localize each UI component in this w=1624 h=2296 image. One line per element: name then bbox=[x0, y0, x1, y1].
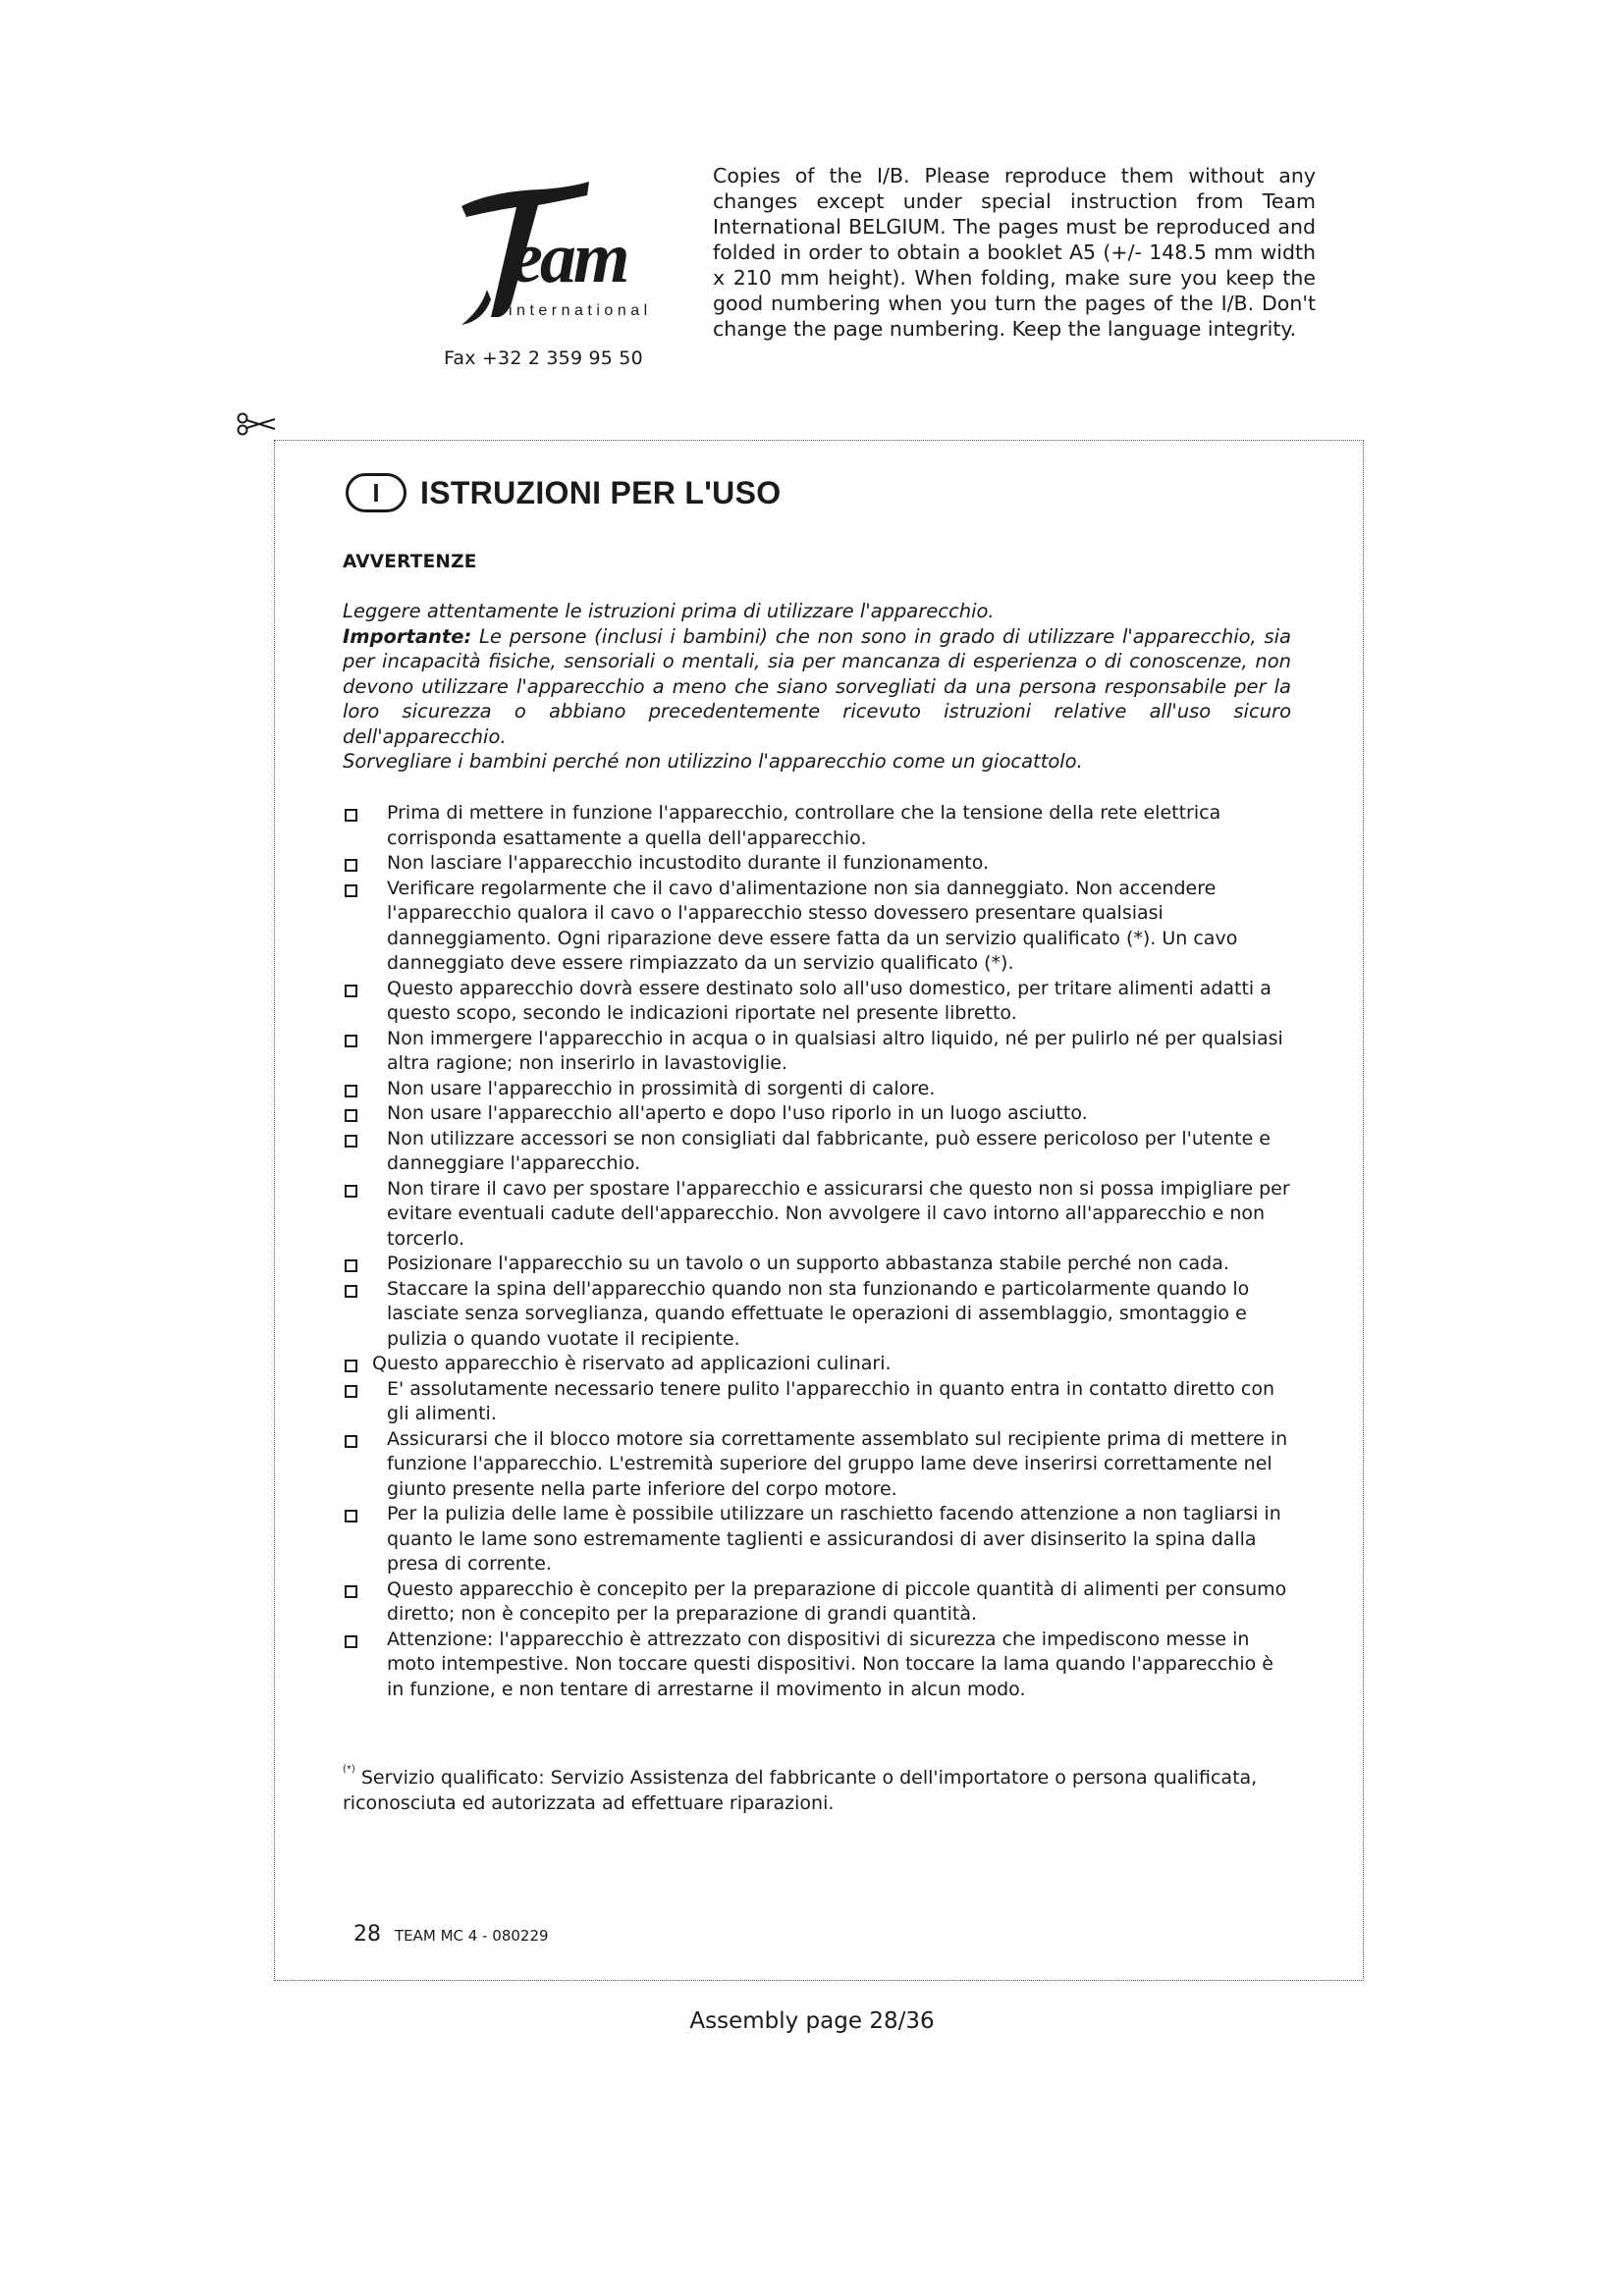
list-item: Questo apparecchio è riservato ad applicazioni culinari. bbox=[343, 1352, 1291, 1377]
list-item: Attenzione: l'apparecchio è attrezzato con dispositivi di sicurezza che impediscono messe in moto intempestive. Non toccare questi dispositivi. Non toccare la lama quando l'apparecchio è in funzione, e non tentare di arrestarne il movimento in alcun modo. bbox=[343, 1628, 1291, 1703]
list-item: Questo apparecchio è concepito per la preparazione di piccole quantità di alimenti per consumo diretto; non è concepito per la preparazione di grandi quantità. bbox=[343, 1577, 1291, 1628]
reproduction-notice: Copies of the I/B. Please reproduce them without any changes except under special instruction from Team International BELGIUM. The pages must be reproduced and folded in order to obtain a booklet A5 (+/- 148.5 mm width x 210 mm height). When folding, make sure you keep the good numbering when you turn the pages of the I/B. Don't change the page numbering. Keep the language integrity. bbox=[713, 164, 1316, 341]
model-code: TEAM MC 4 - 080229 bbox=[395, 1927, 549, 1945]
checkbox-bullet-icon bbox=[345, 809, 357, 822]
checkbox-bullet-icon bbox=[345, 884, 357, 897]
svg-text:eam: eam bbox=[511, 218, 627, 298]
important-label: Importante: bbox=[343, 624, 472, 648]
page-heading bbox=[346, 469, 781, 516]
list-item: Prima di mettere in funzione l'apparecchio, controllare che la tensione della rete elettrica corrisponda esattamente a quella dell'apparecchio. bbox=[343, 801, 1291, 851]
list-item: Assicurarsi che il blocco motore sia correttamente assemblato sul recipiente prima di mettere in funzione l'apparecchio. L'estremità superiore del gruppo lame deve inserirsi correttamente nel giunto presente nella parte inferiore del corpo motore. bbox=[343, 1427, 1291, 1503]
footnote-mark: (*) bbox=[343, 1764, 355, 1775]
language-badge: I bbox=[346, 473, 406, 512]
list-item: Non lasciare l'apparecchio incustodito durante il funzionamento. bbox=[343, 851, 1291, 877]
list-item: E' assolutamente necessario tenere pulito l'apparecchio in quanto entra in contatto diretto con gli alimenti. bbox=[343, 1377, 1291, 1427]
list-item: Non immergere l'apparecchio in acqua o in qualsiasi altro liquido, né per pulirlo né per qualsiasi altra ragione; non inserirlo in lavastoviglie. bbox=[343, 1027, 1291, 1077]
page-number: 28 bbox=[353, 1922, 381, 1947]
checkbox-bullet-icon bbox=[345, 1385, 357, 1398]
list-item: Non utilizzare accessori se non consigliati dal fabbricante, può essere pericoloso per l'utente e danneggiare l'apparecchio. bbox=[343, 1127, 1291, 1177]
intro-text bbox=[343, 599, 1291, 774]
section-title: AVVERTENZE bbox=[343, 552, 477, 572]
checkbox-bullet-icon bbox=[345, 1259, 357, 1272]
list-item: Non usare l'apparecchio in prossimità di sorgenti di calore. bbox=[343, 1077, 1291, 1102]
checkbox-bullet-icon bbox=[345, 1585, 357, 1598]
checkbox-bullet-icon bbox=[345, 859, 357, 872]
intro-important-text: Le persone (inclusi i bambini) che non sono in grado di utilizzare l'apparecchio, sia per incapacità fisiche, sensoriali o mentali, sia per mancanza di esperienza o di conoscenze, non devono utilizzare l'apparecchio a meno che siano sorvegliati da una persona responsabile per la loro sicurezza o abbiano precedentemente ricevuto istruzioni relative all'uso sicuro dell'apparecchio. bbox=[343, 624, 1291, 748]
list-item: Verificare regolarmente che il cavo d'alimentazione non sia danneggiato. Non accendere l'apparecchio qualora il cavo o l'apparecchio stesso dovessero presentare qualsiasi danneggiamento. Ogni riparazione deve essere fatta da un servizio qualificato (*). Un cavo danneggiato deve essere rimpiazzato da un servizio qualificato (*). bbox=[343, 877, 1291, 977]
page-footer bbox=[353, 1922, 549, 1947]
fax-number: Fax +32 2 359 95 50 bbox=[444, 347, 643, 369]
list-item: Per la pulizia delle lame è possibile utilizzare un raschietto facendo attenzione a non tagliarsi in quanto le lame sono estremamente taglienti e assicurandosi di aver disinserito la spina dalla presa di corrente. bbox=[343, 1502, 1291, 1577]
footnote-text: Servizio qualificato: Servizio Assistenza del fabbricante o dell'importatore o persona qualificata, riconosciuta ed autorizzata ad effettuare riparazioni. bbox=[343, 1767, 1258, 1814]
checkbox-bullet-icon bbox=[345, 1185, 357, 1198]
list-item: Questo apparecchio dovrà essere destinato solo all'uso domestico, per tritare alimenti adatti a questo scopo, secondo le indicazioni riportate nel presente libretto. bbox=[343, 977, 1291, 1027]
svg-text:international: international bbox=[509, 302, 652, 319]
intro-important bbox=[343, 624, 1291, 750]
assembly-page-label: Assembly page 28/36 bbox=[689, 2008, 935, 2034]
list-item: Non tirare il cavo per spostare l'apparecchio e assicurarsi che questo non si possa impigliare per evitare eventuali cadute dell'apparecchio. Non avvolgere il cavo intorno all'apparecchio e non torcerlo. bbox=[343, 1177, 1291, 1253]
checkbox-bullet-icon bbox=[345, 985, 357, 997]
checkbox-bullet-icon bbox=[345, 1285, 357, 1298]
list-item: Non usare l'apparecchio all'aperto e dopo l'uso riporlo in un luogo asciutto. bbox=[343, 1101, 1291, 1127]
page-title: ISTRUZIONI PER L'USO bbox=[420, 474, 782, 510]
team-international-logo bbox=[422, 152, 658, 339]
checkbox-bullet-icon bbox=[345, 1109, 357, 1122]
warnings-list bbox=[343, 801, 1291, 1702]
checkbox-bullet-icon bbox=[345, 1510, 357, 1522]
checkbox-bullet-icon bbox=[345, 1035, 357, 1047]
intro-line-3: Sorvegliare i bambini perché non utilizzino l'apparecchio come un giocattolo. bbox=[343, 750, 1083, 773]
checkbox-bullet-icon bbox=[345, 1360, 357, 1372]
intro-line-1: Leggere attentamente le istruzioni prima di utilizzare l'apparecchio. bbox=[343, 600, 995, 622]
checkbox-bullet-icon bbox=[345, 1435, 357, 1448]
footnote bbox=[343, 1765, 1285, 1816]
list-item: Posizionare l'apparecchio su un tavolo o un supporto abbastanza stabile perché non cada. bbox=[343, 1252, 1291, 1277]
list-item: Staccare la spina dell'apparecchio quando non sta funzionando e particolarmente quando lo lasciate senza sorveglianza, quando effettuate le operazioni di assemblaggio, smontaggio e pulizia o quando vuotate il recipiente. bbox=[343, 1277, 1291, 1353]
checkbox-bullet-icon bbox=[345, 1635, 357, 1648]
checkbox-bullet-icon bbox=[345, 1085, 357, 1097]
checkbox-bullet-icon bbox=[345, 1135, 357, 1148]
scissors-icon bbox=[236, 410, 279, 438]
